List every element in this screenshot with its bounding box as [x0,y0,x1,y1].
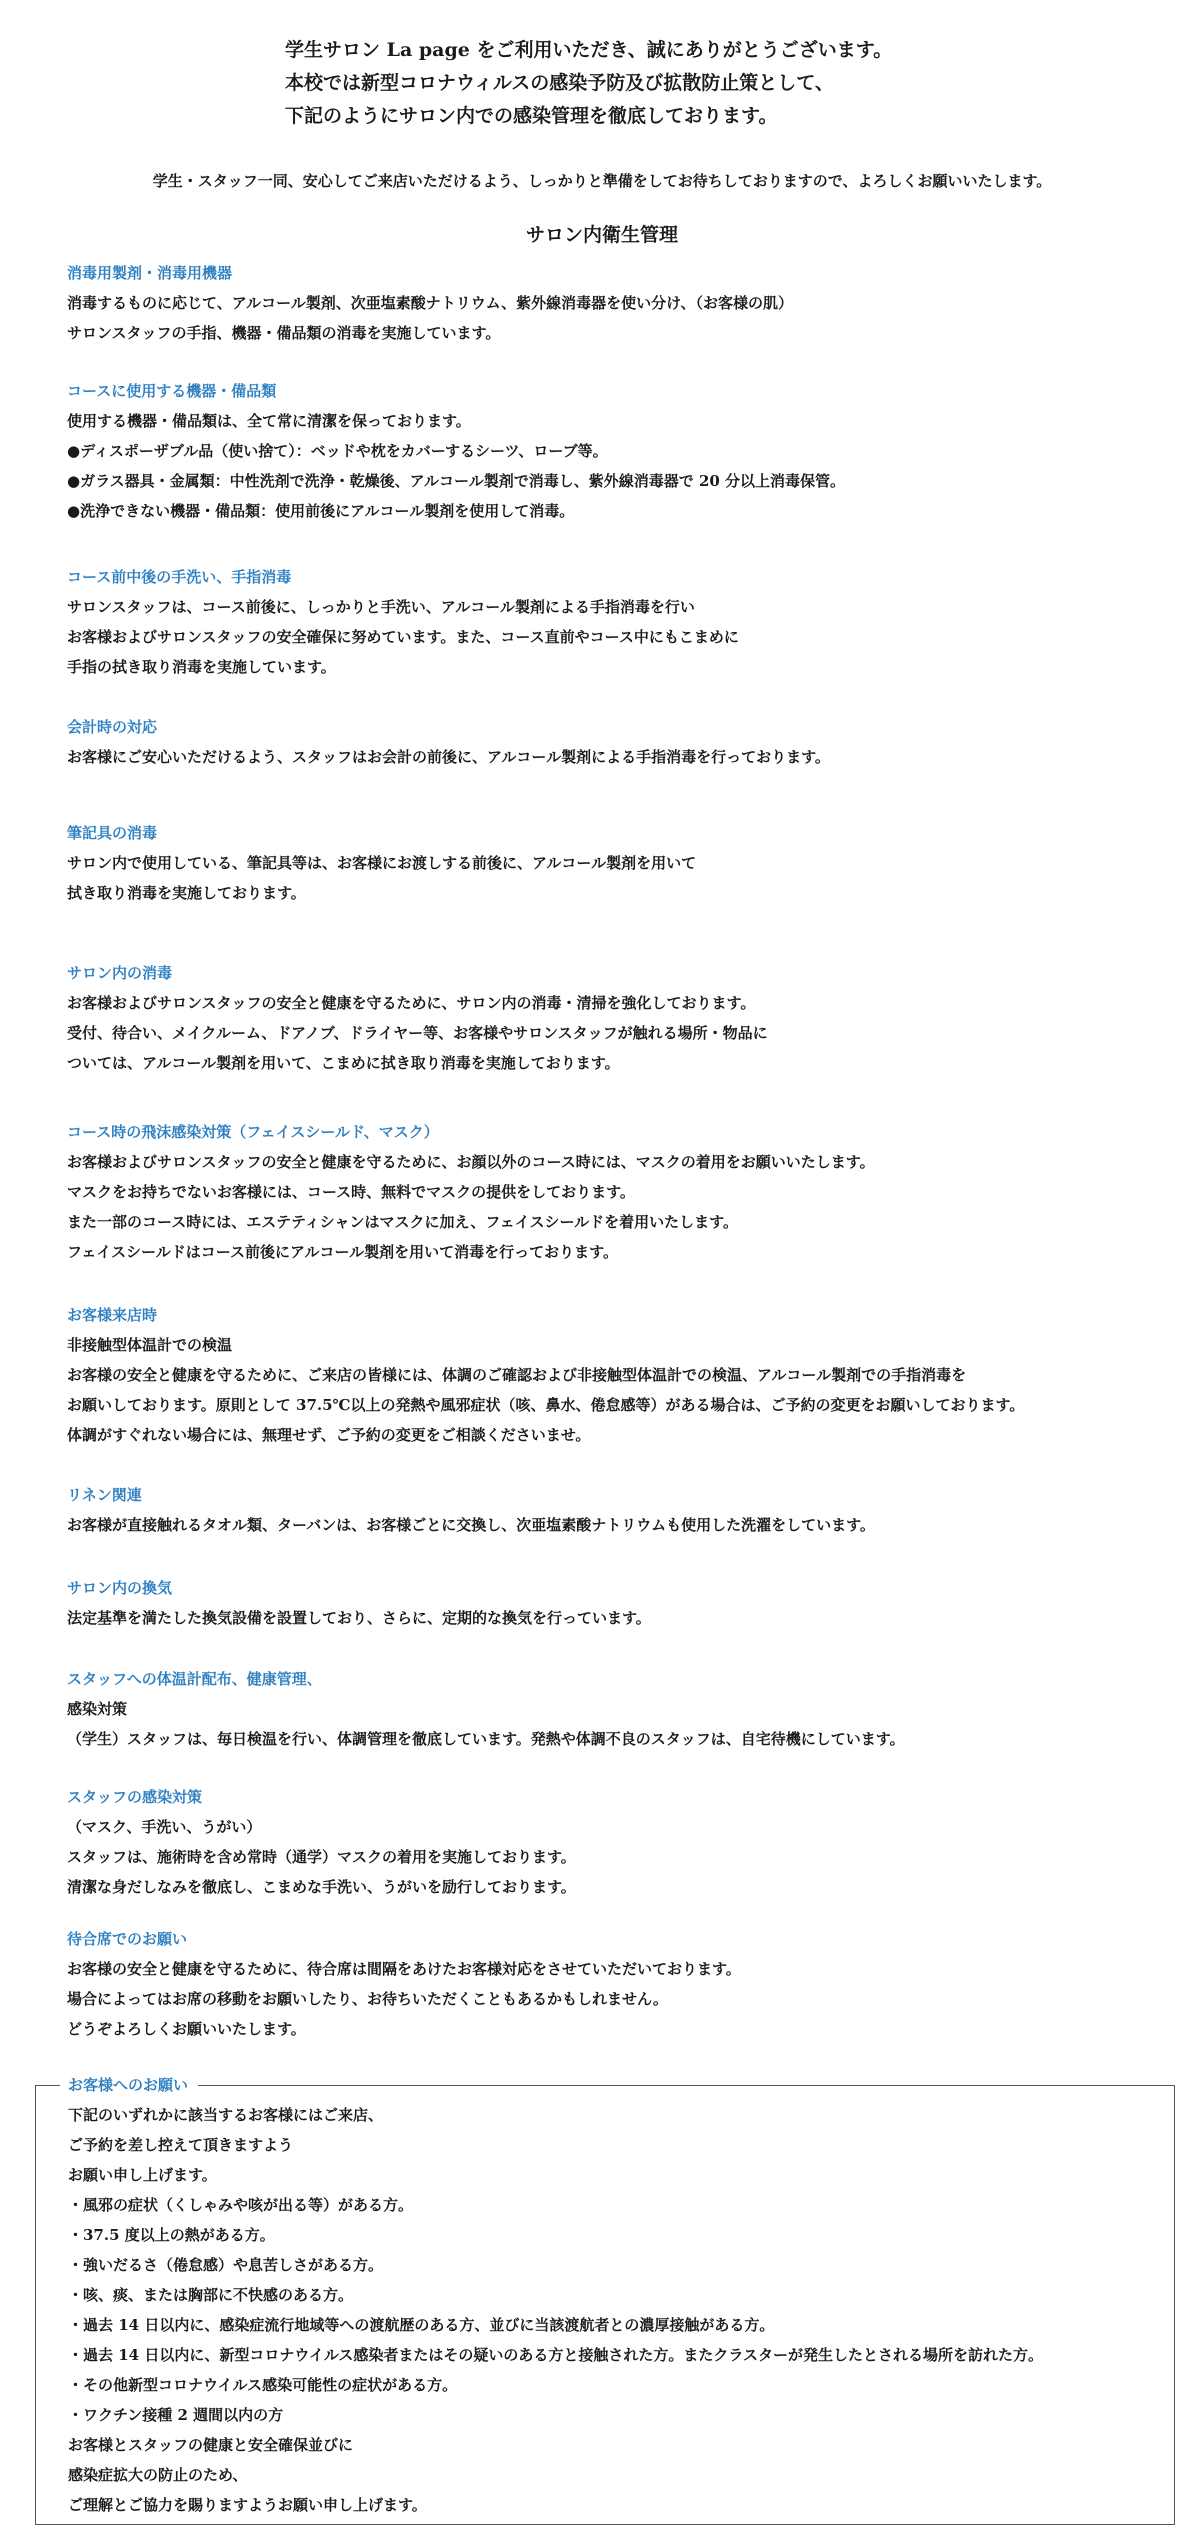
notice-line: ・その他新型コロナウイルス感染可能性の症状がある方。 [68,2376,458,2394]
customer-notice-box [35,2076,1175,2525]
section-heading: 会計時の対応 [67,718,158,736]
section-line: 受付、待合い、メイクルーム、ドアノブ、ドライヤー等、お客様やサロンスタッフが触れる場所・物品に [67,1024,768,1042]
section-line: どうぞよろしくお願いいたします。 [67,2020,306,2038]
section-heading: コース時の飛沫感染対策（フェイスシールド、マスク） [67,1123,439,1141]
notice-body [68,2100,1168,2520]
section-line: お客様およびサロンスタッフの安全と健康を守るために、お顔以外のコース時には、マスクの着用をお願いいたします。 [67,1153,875,1171]
section-line: お客様にご安心いただけるよう、スタッフはお会計の前後に、アルコール製剤による手指消毒を行っております。 [67,748,830,766]
notice-line: ・ワクチン接種 2 週間以内の方 [68,2406,284,2424]
section-line: 非接触型体温計での検温 [67,1336,233,1354]
section-line: 場合によってはお席の移動をお願いしたり、お待ちいただくこともあるかもしれません。 [67,1990,668,2008]
intro-message [285,34,1005,133]
intro-line: 本校では新型コロナウィルスの感染予防及び拡散防止策として、 [285,72,834,94]
section-heading: お客様来店時 [67,1306,158,1324]
section-line: （マスク、手洗い、うがい） [67,1818,262,1836]
section-salon-disinfection [67,958,1177,1078]
section-line: お客様の安全と健康を守るために、ご来店の皆様には、体調のご確認および非接触型体温計での検温、アルコール製剤での手指消毒を [67,1366,967,1384]
section-disinfectant [67,258,1177,348]
section-line: また一部のコース時には、エステティシャンはマスクに加え、フェイスシールドを着用いたします。 [67,1213,738,1231]
notice-line: ・過去 14 日以内に、感染症流行地域等への渡航歴のある方、並びに当該渡航者との濃厚接触がある方。 [68,2316,775,2334]
notice-line: ・咳、痰、または胸部に不快感のある方。 [68,2286,354,2304]
notice-line: ・過去 14 日以内に、新型コロナウイルス感染者またはその疑いのある方と接触された方。またクラスターが発生したとされる場所を訪れた方。 [68,2346,1043,2364]
section-line: （学生）スタッフは、毎日検温を行い、体調管理を徹底しています。発熱や体調不良のスタッフは、自宅待機にしています。 [67,1730,905,1748]
lead-text: 学生・スタッフ一同、安心してご来店いただけるよう、しっかりと準備をしてお待ちしておりますので、よろしくお願いいたします。 [152,172,1052,190]
notice-line: ご予約を差し控えて頂きますよう [68,2136,294,2154]
section-linen [67,1480,1177,1540]
section-equipment [67,376,1177,526]
notice-line: お客様とスタッフの健康と安全確保並びに [68,2436,354,2454]
section-heading: 筆記具の消毒 [67,824,158,842]
section-heading: 待合席でのお願い [67,1930,188,1948]
section-line: ついては、アルコール製剤を用いて、こまめに拭き取り消毒を実施しております。 [67,1054,620,1072]
section-line: 拭き取り消毒を実施しております。 [67,884,306,902]
section-line: ●ガラス器具・金属類：中性洗剤で洗浄・乾燥後、アルコール製剤で消毒し、紫外線消毒器で 20 分以上消毒保管。 [67,472,846,490]
section-heading: サロン内の消毒 [67,964,173,982]
notice-line: お願い申し上げます。 [68,2166,217,2184]
section-line: お客様の安全と健康を守るために、待合席は間隔をあけたお客様対応をさせていただいております。 [67,1960,741,1978]
section-writing-tools [67,818,1177,908]
intro-line: 学生サロン La page をご利用いただき、誠にありがとうございます。 [285,39,893,61]
section-checkout [67,712,1177,772]
section-line: お客様が直接触れるタオル類、ターバンは、お客様ごとに交換し、次亜塩素酸ナトリウムも使用した洗濯をしています。 [67,1516,875,1534]
section-customer-visit [67,1300,1177,1450]
section-droplet-measures [67,1117,1177,1267]
section-line: ●洗浄できない機器・備品類：使用前後にアルコール製剤を使用して消毒。 [67,502,575,520]
section-line: サロン内で使用している、筆記具等は、お客様にお渡しする前後に、アルコール製剤を用いて [67,854,697,872]
section-line: 使用する機器・備品類は、全て常に清潔を保っております。 [67,412,471,430]
section-line: 消毒するものに応じて、アルコール製剤、次亜塩素酸ナトリウム、紫外線消毒器を使い分け、（お客様の肌） [67,294,794,312]
section-heading: サロン内の換気 [67,1579,173,1597]
section-heading: コースに使用する機器・備品類 [67,382,277,400]
section-handwashing [67,562,1177,682]
intro-line: 下記のようにサロン内での感染管理を徹底しております。 [285,105,778,127]
notice-line: ・強いだるさ（倦怠感）や息苦しさがある方。 [68,2256,384,2274]
section-ventilation [67,1573,1177,1633]
notice-line: 感染症拡大の防止のため、 [68,2466,248,2484]
notice-line: ・風邪の症状（くしゃみや咳が出る等）がある方。 [68,2196,414,2214]
notice-line: ご理解とご協力を賜りますようお願い申し上げます。 [68,2496,427,2514]
section-line: 体調がすぐれない場合には、無理せず、ご予約の変更をご相談くださいませ。 [67,1426,591,1444]
section-line: ●ディスポーザブル品（使い捨て）：ベッドや枕をカバーするシーツ、ローブ等。 [67,442,608,460]
section-line: フェイスシールドはコース前後にアルコール製剤を用いて消毒を行っております。 [67,1243,618,1261]
section-line: 手指の拭き取り消毒を実施しています。 [67,658,336,676]
section-staff-health [67,1664,1177,1754]
notice-line: ・37.5 度以上の熱がある方。 [68,2226,275,2244]
section-line: 清潔な身だしなみを徹底し、こまめな手洗い、うがいを励行しております。 [67,1878,576,1896]
section-heading: スタッフへの体温計配布、健康管理、 [67,1670,322,1688]
section-line: サロンスタッフは、コース前後に、しっかりと手洗い、アルコール製剤による手指消毒を行い [67,598,695,616]
page-title: サロン内衛生管理 [525,224,678,246]
section-heading: 消毒用製剤・消毒用機器 [67,264,233,282]
section-heading: コース前中後の手洗い、手指消毒 [67,568,292,586]
section-line: サロンスタッフの手指、機器・備品類の消毒を実施しています。 [67,324,501,342]
section-line: お客様およびサロンスタッフの安全確保に努めています。また、コース直前やコース中にもこまめに [67,628,739,646]
section-line: 法定基準を満たした換気設備を設置しており、さらに、定期的な換気を行っています。 [67,1609,651,1627]
section-waiting-seats [67,1924,1177,2044]
section-line: お願いしております。原則として 37.5℃以上の発熱や風邪症状（咳、鼻水、倦怠感等）がある場合は、ご予約の変更をお願いしております。 [67,1396,1025,1414]
notice-line: 下記のいずれかに該当するお客様にはご来店、 [68,2106,384,2124]
section-line: マスクをお持ちでないお客様には、コース時、無料でマスクの提供をしております。 [67,1183,635,1201]
section-heading: リネン関連 [67,1486,142,1504]
section-line: 感染対策 [67,1700,128,1718]
notice-title: お客様へのお願い [60,2070,198,2100]
section-line: スタッフは、施術時を含め常時（通学）マスクの着用を実施しております。 [67,1848,576,1866]
section-heading: スタッフの感染対策 [67,1788,203,1806]
section-staff-infection [67,1782,1177,1902]
section-line: お客様およびサロンスタッフの安全と健康を守るために、サロン内の消毒・清掃を強化しております。 [67,994,756,1012]
